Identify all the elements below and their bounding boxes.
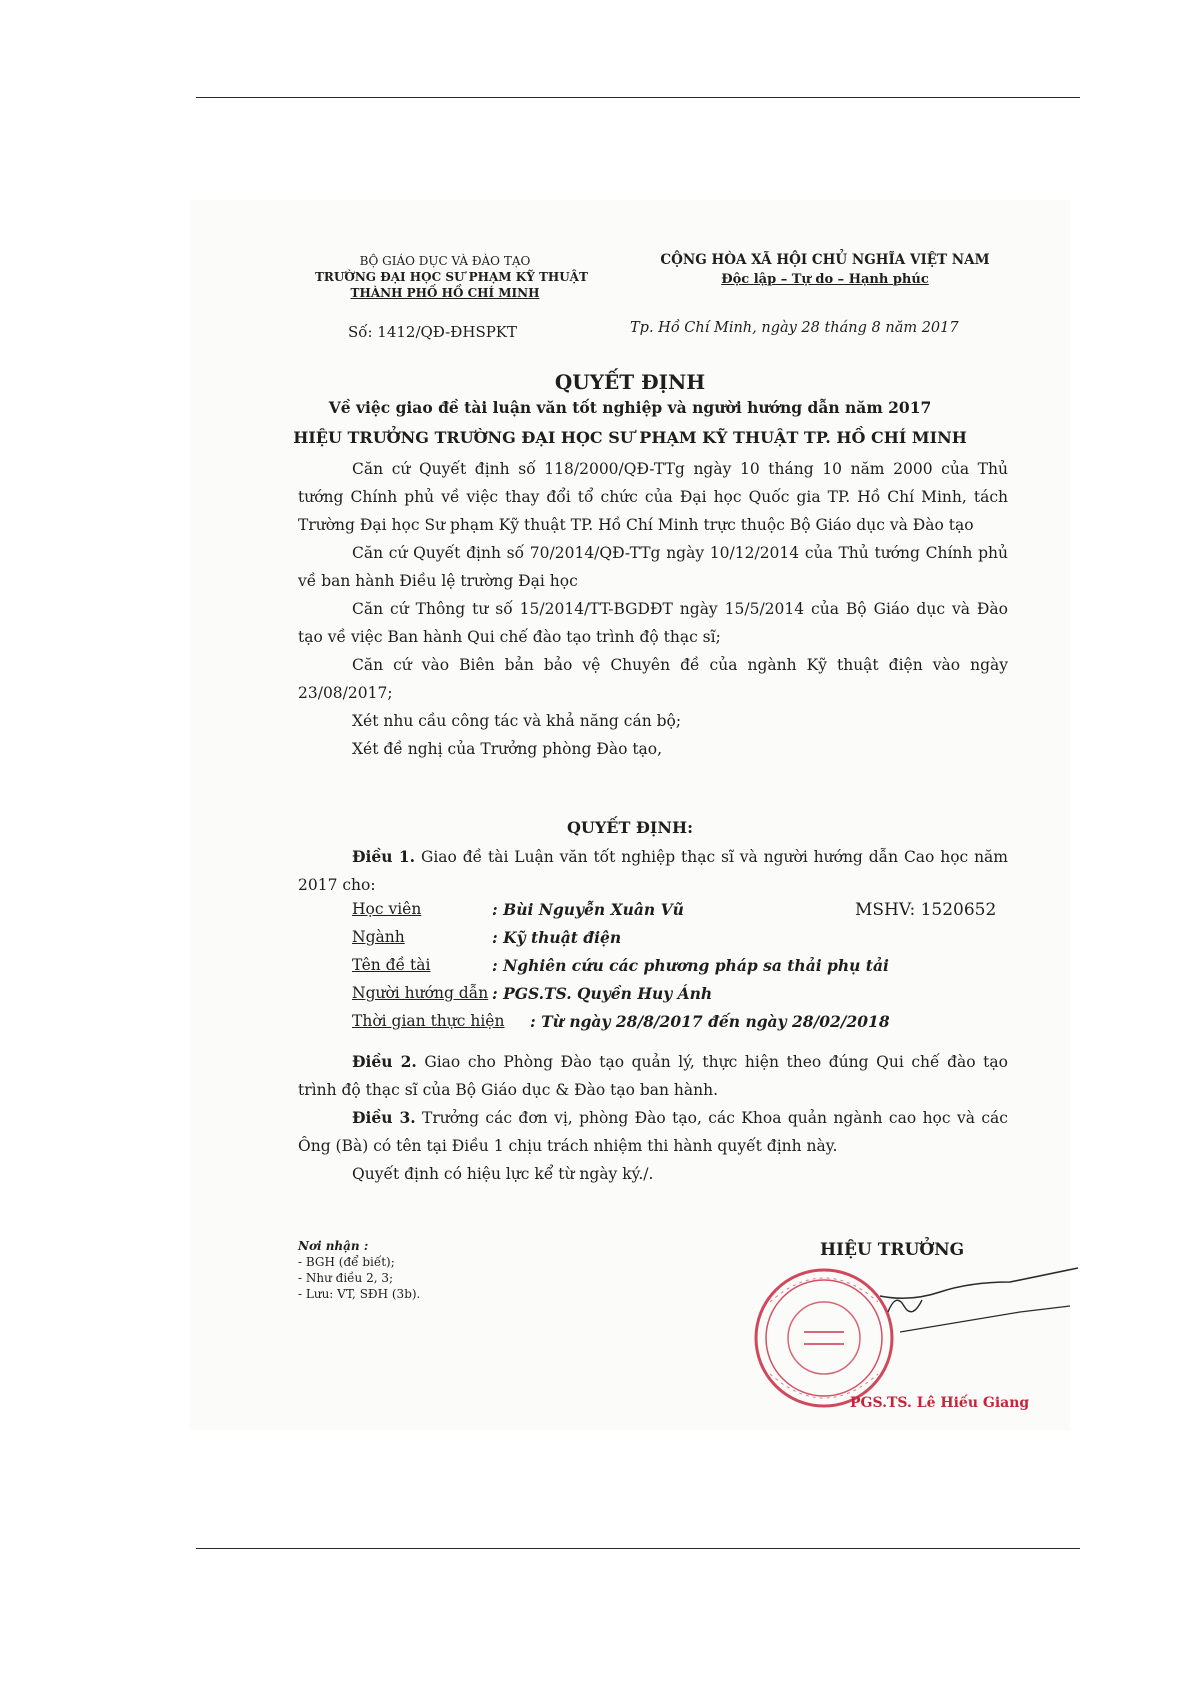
recipients-heading: Nơi nhận : [298,1239,369,1253]
preamble [298,455,1008,763]
article-2 [298,1048,1008,1104]
preamble-item: Căn cứ Quyết định số 70/2014/QĐ-TTg ngày 10/12/2014 của Thủ tướng Chính phủ về ban hành Điều lệ trường Đại học [298,544,1008,590]
issue-date: Tp. Hồ Chí Minh, ngày 28 tháng 8 năm 2017 [630,320,959,336]
articles [298,1048,1008,1188]
preamble-item: Xét nhu cầu công tác và khả năng cán bộ; [352,712,682,730]
recipient-item: - Như điều 2, 3; [298,1271,394,1285]
article-2-text: Giao cho Phòng Đào tạo quản lý, thực hiện theo đúng Qui chế đào tạo trình độ thạc sĩ của Bộ Giáo dục & Đào tạo ban hành. [298,1053,1008,1099]
decision-number: Số: 1412/QĐ-ĐHSPKT [348,323,518,341]
article-1 [298,843,1008,899]
national-motto: Độc lập – Tự do – Hạnh phúc [721,272,929,287]
signatory-name: PGS.TS. Lê Hiếu Giang [850,1395,1030,1411]
detail-label: Học viên [352,900,422,918]
article-3 [298,1104,1008,1160]
detail-label: Ngành [352,928,405,946]
article-2-label: Điều 2. [352,1052,417,1071]
issuing-authority [315,253,588,301]
recipient-item: - BGH (để biết); [298,1255,395,1269]
national-header [650,250,1000,290]
detail-value: : PGS.TS. Quyền Huy Ánh [492,984,713,1003]
top-rule [196,97,1080,98]
document-subject: Về việc giao đề tài luận văn tốt nghiệp và người hướng dẫn năm 2017 [328,398,932,417]
detail-value: : Bùi Nguyễn Xuân Vũ [492,900,684,919]
preamble-item: Căn cứ Thông tư số 15/2014/TT-BGDĐT ngày 15/5/2014 của Bộ Giáo dục và Đào tạo về việc Ban hành Qui chế đào tạo trình độ thạc sĩ; [298,600,1008,646]
issuing-authority-title: HIỆU TRƯỞNG TRƯỜNG ĐẠI HỌC SƯ PHẠM KỸ THUẬT TP. HỒ CHÍ MINH [293,428,967,447]
detail-value: : Nghiên cứu các phương pháp sa thải phụ tải [492,956,889,975]
article-3-label: Điều 3. [352,1108,416,1127]
handwritten-signature-icon [870,1262,1080,1372]
effective-clause: Quyết định có hiệu lực kể từ ngày ký./. [352,1165,654,1183]
article-3-text: Trưởng các đơn vị, phòng Đào tạo, các Khoa quản ngành cao học và các Ông (Bà) có tên tại Điều 1 chịu trách nhiệm thi hành quyết định này. [298,1109,1008,1155]
article-1-label: Điều 1. [352,847,416,866]
preamble-item: Xét đề nghị của Trưởng phòng Đào tạo, [352,740,663,758]
detail-label: Tên đề tài [352,956,431,974]
preamble-item: Căn cứ Quyết định số 118/2000/QĐ-TTg ngày 10 tháng 10 năm 2000 của Thủ tướng Chính phủ về việc thay đổi tổ chức của Đại học Quốc gia TP. Hồ Chí Minh, tách Trường Đại học Sư phạm Kỹ thuật TP. Hồ Chí Minh trực thuộc Bộ Giáo dục và Đào tạo [298,460,1008,534]
recipient-item: - Lưu: VT, SĐH (3b). [298,1287,421,1301]
university-city: THÀNH PHỐ HỒ CHÍ MINH [350,286,540,300]
detail-value: : Kỹ thuật điện [492,928,622,947]
recipients [298,1238,420,1302]
bottom-rule [196,1548,1080,1549]
ministry-name: BỘ GIÁO DỤC VÀ ĐÀO TẠO [359,254,531,268]
country-name: CỘNG HÒA XÃ HỘI CHỦ NGHĨA VIỆT NAM [660,252,990,268]
document-title: QUYẾT ĐỊNH [554,370,706,394]
decision-heading: QUYẾT ĐỊNH: [566,818,694,837]
article-1-text: Giao đề tài Luận văn tốt nghiệp thạc sĩ và người hướng dẫn Cao học năm 2017 cho: [298,848,1008,894]
preamble-item: Căn cứ vào Biên bản bảo vệ Chuyên đề của ngành Kỹ thuật điện vào ngày 23/08/2017; [298,656,1008,702]
student-id: MSHV: 1520652 [855,900,997,920]
detail-value: : Từ ngày 28/8/2017 đến ngày 28/02/2018 [530,1012,890,1031]
university-name: TRƯỜNG ĐẠI HỌC SƯ PHẠM KỸ THUẬT [315,270,588,284]
detail-label: Người hướng dẫn [352,984,489,1002]
detail-label: Thời gian thực hiện [352,1012,505,1030]
signatory-title: HIỆU TRƯỞNG [820,1240,965,1260]
